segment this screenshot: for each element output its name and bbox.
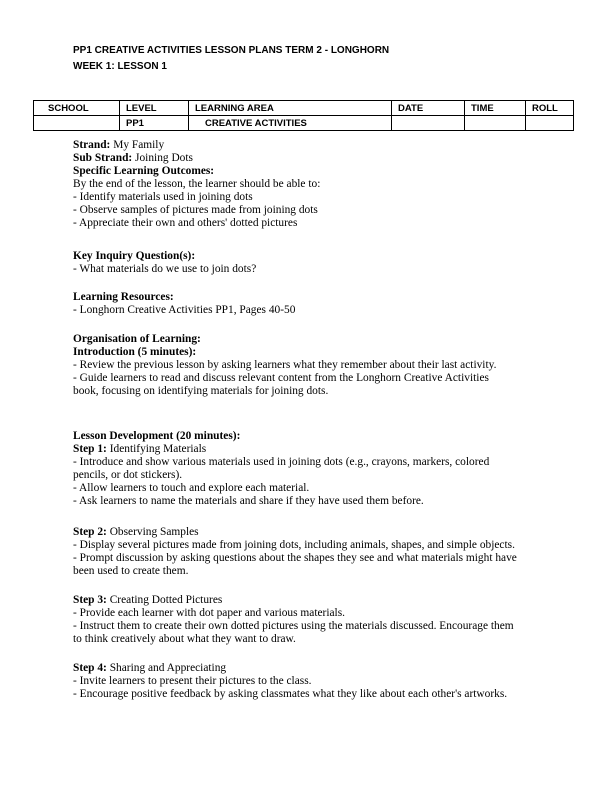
organisation-section [73, 333, 496, 398]
text-line [73, 333, 496, 346]
line-text: book, focusing on identifying materials for joining dots. [73, 385, 329, 397]
line-text: Joining Dots [132, 152, 193, 164]
text-line [73, 372, 496, 385]
line-text: Observing Samples [106, 526, 199, 538]
line-text: - Allow learners to touch and explore each material. [73, 482, 310, 494]
line-text: Sharing and Appreciating [106, 662, 227, 674]
line-text: - What materials do we use to join dots? [73, 263, 257, 275]
text-line [73, 482, 489, 495]
step-3-section [73, 594, 514, 646]
table-row [34, 116, 574, 131]
text-line [73, 552, 517, 565]
header-roll: ROLL [526, 101, 574, 116]
line-label: Step 3: [73, 594, 107, 606]
key-inquiry-section [73, 250, 256, 276]
learning-resources-section [73, 291, 295, 317]
text-line [73, 594, 514, 607]
text-line [73, 291, 295, 304]
line-text: Identifying Materials [106, 443, 207, 455]
line-text: My Family [110, 139, 165, 151]
line-text: - Longhorn Creative Activities PP1, Pages 40-50 [73, 304, 296, 316]
line-label: Introduction (5 minutes): [73, 346, 197, 358]
lesson-development-section [73, 430, 489, 508]
line-text: - Provide each learner with dot paper and various materials. [73, 607, 346, 619]
lesson-info-table [33, 100, 574, 131]
line-text: - Encourage positive feedback by asking classmates what they like about each other's artworks. [73, 688, 508, 700]
line-text: By the end of the lesson, the learner should be able to: [73, 178, 321, 190]
line-label: Specific Learning Outcomes: [73, 165, 215, 177]
line-label: Lesson Development (20 minutes): [73, 430, 241, 442]
cell-learning-area: CREATIVE ACTIVITIES [189, 116, 392, 131]
line-text: to think creatively about what they want to draw. [73, 633, 296, 645]
header-time: TIME [465, 101, 526, 116]
line-text: Creating Dotted Pictures [106, 594, 223, 606]
line-text: - Instruct them to create their own dotted pictures using the materials discussed. Encourage them [73, 620, 514, 632]
text-line [73, 165, 320, 178]
text-line [73, 607, 514, 620]
line-text: - Introduce and show various materials used in joining dots (e.g., crayons, markers, colored [73, 456, 490, 468]
text-line [73, 359, 496, 372]
line-text: - Observe samples of pictures made from joining dots [73, 204, 318, 216]
header-date: DATE [392, 101, 465, 116]
text-line [73, 152, 320, 165]
line-label: Key Inquiry Question(s): [73, 250, 196, 262]
text-line [73, 469, 489, 482]
text-line [73, 263, 256, 276]
text-line [73, 688, 507, 701]
text-line [73, 495, 489, 508]
line-label: Step 1: [73, 443, 107, 455]
text-line [73, 139, 320, 152]
text-line [73, 217, 320, 230]
line-text: - Display several pictures made from joining dots, including animals, shapes, and simple objects. [73, 539, 515, 551]
text-line [73, 304, 295, 317]
line-text: - Review the previous lesson by asking learners what they remember about their last activity. [73, 359, 497, 371]
text-line [73, 565, 517, 578]
line-text: - Appreciate their own and others' dotted pictures [73, 217, 298, 229]
text-line [73, 620, 514, 633]
text-line [73, 539, 517, 552]
step-4-section [73, 662, 507, 701]
strand-section [73, 139, 320, 230]
document-subtitle: WEEK 1: LESSON 1 [73, 61, 167, 72]
line-text: - Identify materials used in joining dots [73, 191, 253, 203]
cell-level: PP1 [120, 116, 189, 131]
text-line [73, 662, 507, 675]
text-line [73, 456, 489, 469]
cell-school [34, 116, 120, 131]
cell-date [392, 116, 465, 131]
text-line [73, 346, 496, 359]
line-text: - Ask learners to name the materials and share if they have used them before. [73, 495, 424, 507]
header-level: LEVEL [120, 101, 189, 116]
line-label: Step 2: [73, 526, 107, 538]
text-line [73, 526, 517, 539]
text-line [73, 430, 489, 443]
line-text: - Invite learners to present their pictures to the class. [73, 675, 312, 687]
cell-time [465, 116, 526, 131]
cell-roll [526, 116, 574, 131]
line-text: been used to create them. [73, 565, 189, 577]
text-line [73, 191, 320, 204]
text-line [73, 250, 256, 263]
line-label: Strand: [73, 139, 111, 151]
text-line [73, 178, 320, 191]
line-label: Step 4: [73, 662, 107, 674]
text-line [73, 675, 507, 688]
line-text: - Prompt discussion by asking questions about the shapes they see and what materials might have [73, 552, 517, 564]
table-header-row [34, 101, 574, 116]
line-text: - Guide learners to read and discuss relevant content from the Longhorn Creative Activities [73, 372, 489, 384]
text-line [73, 385, 496, 398]
step-2-section [73, 526, 517, 578]
document-title: PP1 CREATIVE ACTIVITIES LESSON PLANS TERM 2 - LONGHORN [73, 45, 390, 56]
header-learning-area: LEARNING AREA [189, 101, 392, 116]
line-label: Sub Strand: [73, 152, 133, 164]
line-text: pencils, or dot stickers). [73, 469, 183, 481]
text-line [73, 204, 320, 217]
line-label: Organisation of Learning: [73, 333, 201, 345]
line-label: Learning Resources: [73, 291, 174, 303]
text-line [73, 633, 514, 646]
text-line [73, 443, 489, 456]
header-school: SCHOOL [34, 101, 120, 116]
